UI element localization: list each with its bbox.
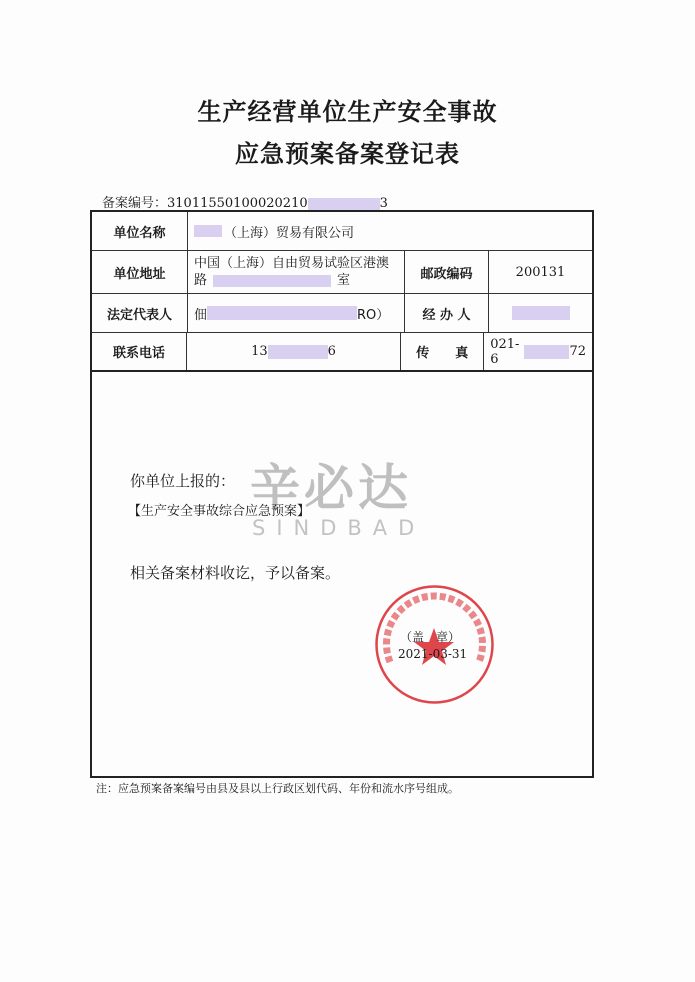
- table-row: [92, 212, 592, 251]
- redaction-block: [524, 345, 569, 359]
- registration-number: [102, 192, 388, 211]
- address-label: 单位地址: [92, 251, 188, 293]
- redaction-block: [194, 225, 222, 237]
- registration-number-prefix: 31011550100020210: [167, 196, 308, 211]
- table-row: [92, 251, 592, 294]
- info-table: [90, 210, 594, 372]
- postcode-value: 200131: [515, 264, 566, 280]
- received-line: 相关备案材料收讫，予以备案。: [130, 564, 341, 582]
- address-cell: [188, 251, 404, 293]
- legal-rep-label: 法定代表人: [92, 294, 188, 332]
- reported-line: 你单位上报的：: [130, 472, 236, 490]
- handler-label: 经 办 人: [404, 294, 489, 332]
- unit-name-cell: [188, 212, 592, 250]
- legal-rep-cell: 佃 RO）: [194, 307, 390, 323]
- postcode-label: 邮政编码: [404, 251, 489, 293]
- redaction-block: [213, 275, 331, 287]
- fax-label: 传 真: [400, 333, 484, 370]
- redaction-block: [207, 306, 357, 320]
- unit-name-label: 单位名称: [92, 212, 188, 250]
- handler-value: [489, 294, 592, 332]
- watermark-cn: 辛必达: [250, 459, 412, 517]
- seal-date: 2021-03-31: [398, 647, 468, 661]
- fax-cell: 021-6 72: [490, 336, 586, 367]
- phone-cell: 13 6: [251, 344, 336, 359]
- redaction-block: [308, 198, 380, 210]
- address-line1: 中国（上海）自由贸易试验区港澳: [194, 256, 390, 271]
- form-title-line2: 应急预案备案登记表: [235, 140, 460, 168]
- unit-name-value: （上海）贸易有限公司: [224, 225, 355, 241]
- footnote: 注：应急预案备案编号由县及县以上行政区划代码、年份和流水序号组成。: [96, 782, 459, 795]
- registration-label: 备案编号：: [102, 196, 168, 211]
- redaction-block: [268, 345, 328, 359]
- phone-label: 联系电话: [92, 333, 187, 370]
- form-title-line1: 生产经营单位生产安全事故: [197, 98, 498, 126]
- watermark-en: SINDBAD: [252, 516, 426, 540]
- seal-label: （盖 章）: [400, 630, 461, 644]
- redaction-block: [512, 306, 570, 320]
- table-row: [92, 294, 592, 333]
- plan-name: 【生产安全事故综合应急预案】: [128, 504, 311, 519]
- registration-number-suffix: 3: [379, 196, 388, 211]
- address-line2: 路 室: [194, 273, 351, 288]
